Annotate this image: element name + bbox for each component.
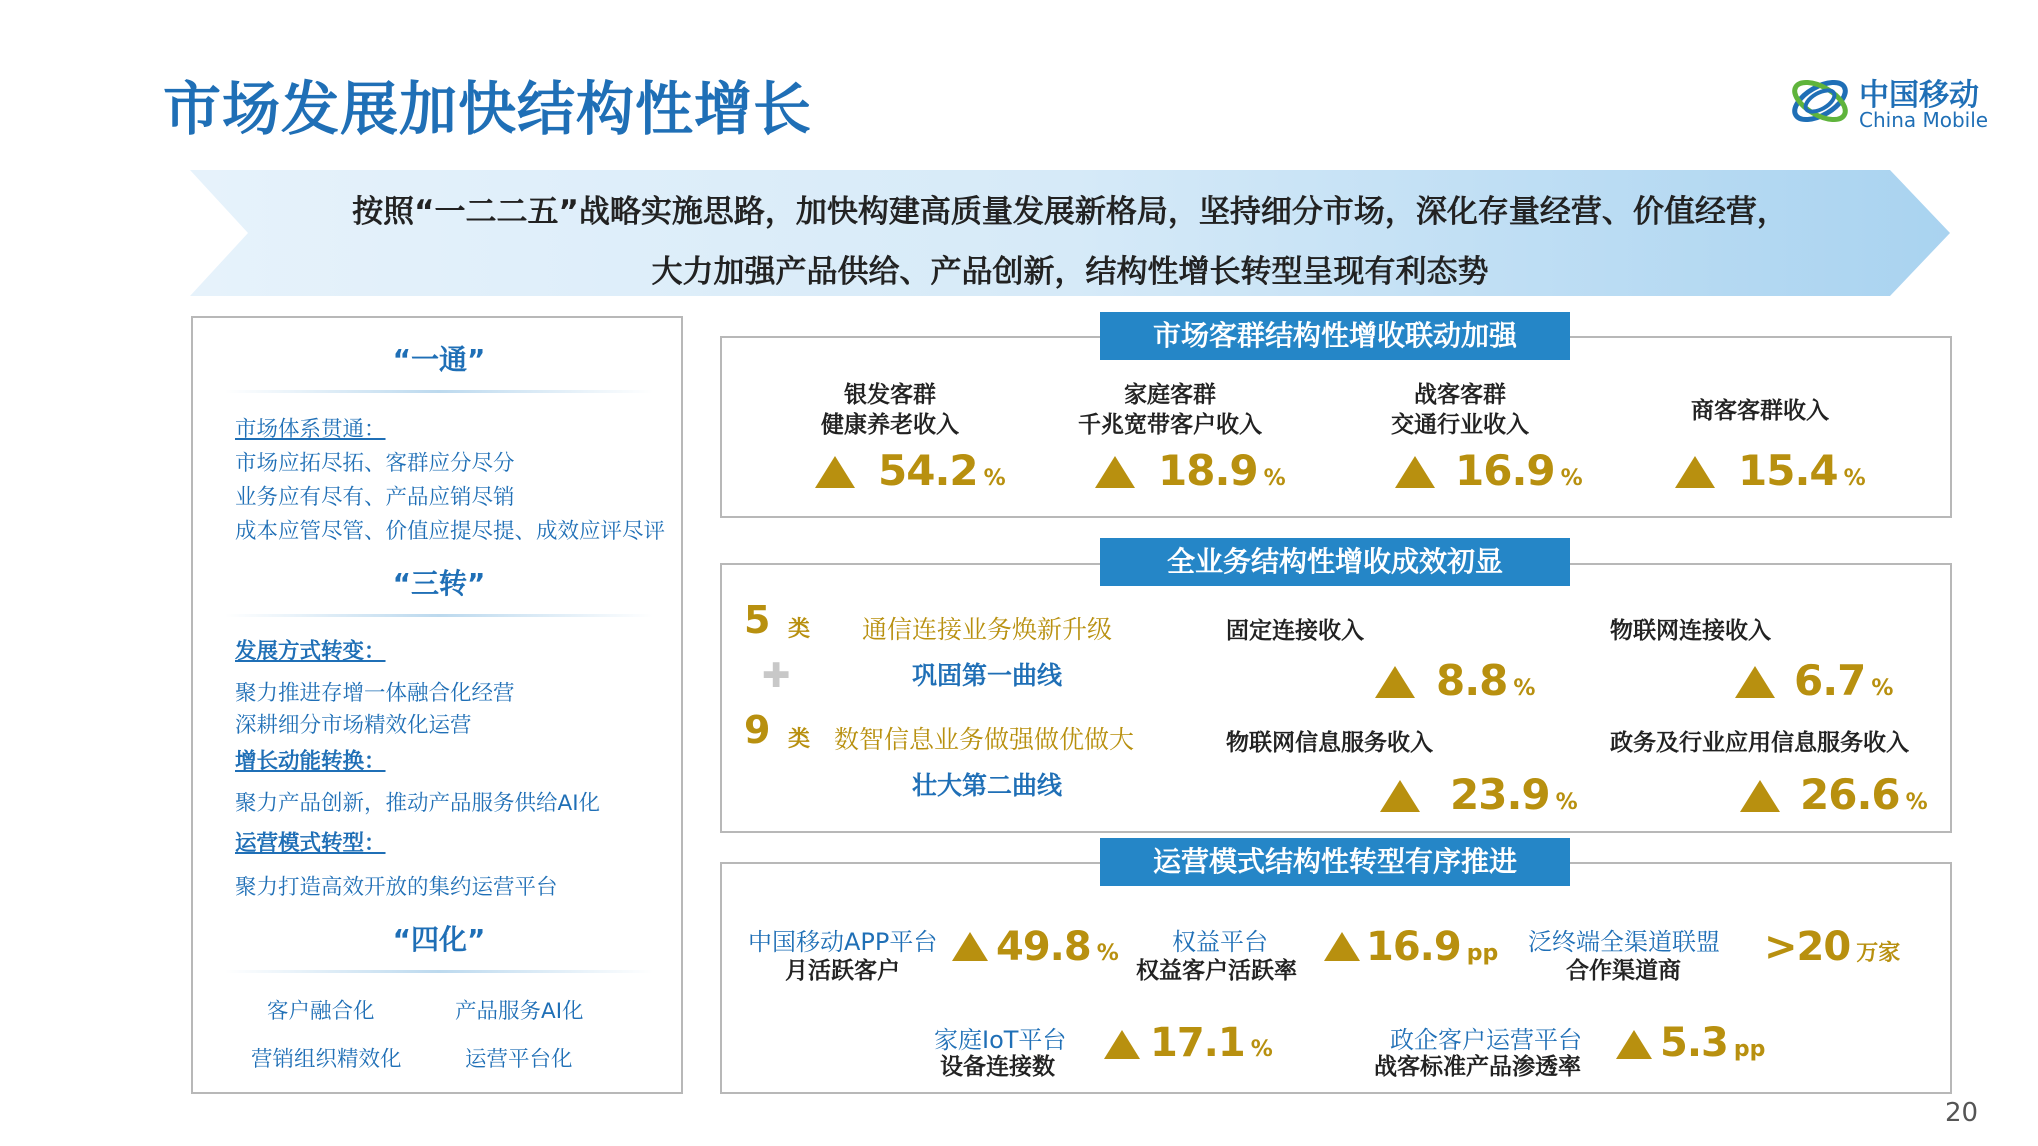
metric-label: 权益平台 [1172, 928, 1268, 956]
curve-label-1: 巩固第一曲线 [912, 661, 1063, 690]
metric-value: 15.4 % [1738, 446, 1866, 495]
metric-value: 17.1 % [1150, 1020, 1273, 1066]
divider [225, 970, 653, 973]
metric-label: 物联网信息服务收入 [1226, 730, 1433, 756]
metric-value: 5.3 pp [1660, 1020, 1766, 1066]
page-title: 市场发展加快结构性增长 [163, 75, 813, 143]
metric-label: 战客客群 [1414, 382, 1506, 408]
divider [225, 390, 653, 393]
up-arrow-icon [815, 456, 855, 488]
up-arrow-icon [1616, 1030, 1652, 1059]
metric-label: 设备连接数 [940, 1054, 1055, 1080]
up-arrow-icon [1375, 666, 1415, 698]
metric-label: 商客客群收入 [1691, 398, 1829, 424]
sanzhuan-sub-c: 运营模式转型： [235, 831, 386, 856]
up-arrow-icon [1095, 456, 1135, 488]
metric-label: 月活跃客户 [785, 958, 900, 984]
metric-label: 中国移动APP平台 [748, 928, 938, 956]
up-arrow-icon [1395, 456, 1435, 488]
divider [225, 614, 653, 617]
logo-text-cn: 中国移动 [1859, 78, 1979, 113]
metric-label: 交通行业收入 [1391, 412, 1529, 438]
up-arrow-icon [1675, 456, 1715, 488]
sanzhuan-sub-a: 发展方式转变： [235, 639, 386, 664]
yitong-line-1: 市场应拓尽拓、客群应分尽分 [235, 451, 515, 476]
panel-title: 全业务结构性增收成效初显 [1100, 538, 1570, 586]
sanzhuan-c-line-1: 聚力打造高效开放的集约运营平台 [235, 875, 558, 900]
banner-line-1: 按照“一二二五”战略实施思路，加快构建高质量发展新格局，坚持细分市场，深化存量经营、价值经营， [352, 194, 1788, 230]
metric-value: 8.8 % [1436, 656, 1536, 705]
metric-label: 政企客户运营平台 [1390, 1026, 1582, 1054]
panel-title: 运营模式结构性转型有序推进 [1100, 838, 1570, 886]
metric-label: 泛终端全渠道联盟 [1528, 928, 1720, 956]
up-arrow-icon [1740, 780, 1780, 812]
up-arrow-icon [1324, 932, 1360, 961]
sanzhuan-a-line-1: 聚力推进存增一体融合化经营 [235, 681, 515, 706]
metric-label: 合作渠道商 [1566, 958, 1681, 984]
china-mobile-logo [1787, 68, 2017, 138]
section-heading-sanzhuan: “三转” [392, 567, 486, 600]
metric-label: 政务及行业应用信息服务收入 [1610, 730, 1909, 756]
panel-title: 市场客群结构性增收联动加强 [1100, 312, 1570, 360]
metric-value: 23.9 % [1450, 770, 1578, 819]
sihua-item: 客户融合化 [267, 999, 375, 1024]
metric-value: 16.9 pp [1366, 924, 1499, 970]
sihua-item: 产品服务AI化 [455, 999, 584, 1024]
logo-mark-icon [1787, 68, 1853, 134]
metric-value: 49.8 % [996, 924, 1119, 970]
metric-label: 权益客户活跃率 [1136, 958, 1297, 984]
sanzhuan-a-line-2: 深耕细分市场精效化运营 [235, 713, 472, 738]
banner-line-2: 大力加强产品供给、产品创新，结构性增长转型呈现有利态势 [651, 254, 1489, 290]
metric-value: 26.6 % [1800, 770, 1928, 819]
metric-value: 6.7 % [1794, 656, 1894, 705]
category-desc-2: 数智信息业务做强做优做大 [834, 725, 1135, 754]
page-number: 20 [1945, 1098, 1979, 1128]
yitong-line-3: 成本应管尽管、价值应提尽提、成效应评尽评 [235, 519, 666, 544]
panel-operating-model [720, 862, 1952, 1094]
up-arrow-icon [1104, 1030, 1140, 1059]
metric-label: 战客标准产品渗透率 [1374, 1054, 1581, 1080]
category-desc-1: 通信连接业务焕新升级 [862, 615, 1113, 644]
up-arrow-icon [1735, 666, 1775, 698]
strategy-summary-box [191, 316, 683, 1094]
metric-label: 物联网连接收入 [1610, 618, 1771, 644]
category-count-2: 9 [744, 708, 771, 752]
section-heading-yitong: “一通” [392, 343, 486, 376]
metric-label: 健康养老收入 [821, 412, 959, 438]
metric-value: >20 万家 [1764, 924, 1901, 970]
strategy-banner [190, 170, 1950, 296]
metric-label: 千兆宽带客户收入 [1078, 412, 1262, 438]
metric-label: 家庭IoT平台 [934, 1026, 1067, 1054]
sanzhuan-b-line-1: 聚力产品创新，推动产品服务供给AI化 [235, 791, 601, 816]
sanzhuan-sub-b: 增长动能转换： [235, 749, 386, 774]
up-arrow-icon [952, 932, 988, 961]
metric-value: 18.9 % [1158, 446, 1286, 495]
metric-label: 家庭客群 [1124, 382, 1216, 408]
section-heading-sihua: “四化” [392, 923, 486, 956]
sihua-item: 营销组织精效化 [251, 1047, 402, 1072]
category-unit-1: 类 [788, 617, 811, 642]
yitong-subheading: 市场体系贯通： [235, 417, 386, 442]
curve-label-2: 壮大第二曲线 [912, 771, 1063, 800]
metric-label: 固定连接收入 [1226, 618, 1364, 644]
category-count-1: 5 [744, 598, 771, 642]
plus-icon: ✚ [762, 656, 791, 696]
metric-label: 银发客群 [844, 382, 936, 408]
sihua-item: 运营平台化 [465, 1047, 573, 1072]
logo-text-en: China Mobile [1859, 108, 1989, 132]
category-unit-2: 类 [788, 727, 811, 752]
metric-value: 16.9 % [1455, 446, 1583, 495]
metric-value: 54.2 % [878, 446, 1006, 495]
up-arrow-icon [1380, 780, 1420, 812]
yitong-line-2: 业务应有尽有、产品应销尽销 [235, 485, 515, 510]
